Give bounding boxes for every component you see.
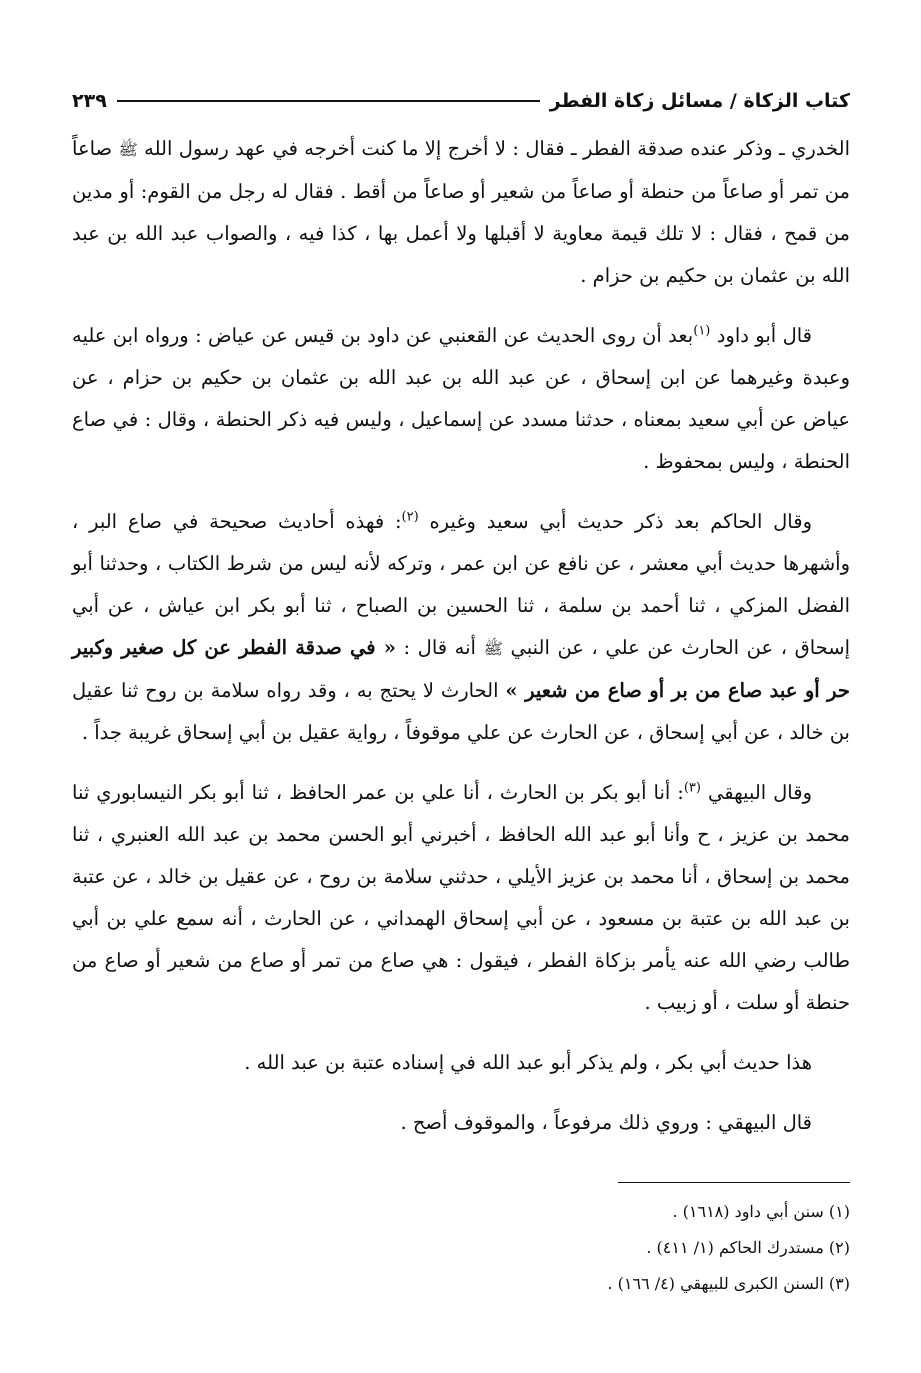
hadith-quote: « في صدقة الفطر عن كل صغير وكبير حر أو عبد صاع من بر أو صاع من شعير »: [72, 636, 850, 702]
text-run: صاعاً من تمر أو صاعاً من حنطة أو صاعاً من شعير أو صاعاً من أقط . فقال له رجل من القوم: أو مدين من قمح ، فقال : لا تلك قيمة معاوية لا أقبلها ولا أعمل بها ، كذا فيه ، والصواب عبد الله بن عبد الله بن عثمان بن حكيم بن حزام .: [72, 137, 851, 287]
paragraph-gap: [72, 754, 850, 772]
paragraph-4: [72, 772, 850, 1024]
text-run: وقال البيهقي: [707, 781, 812, 804]
text-run: وقال الحاكم بعد ذكر حديث أبي سعيد وغيره: [429, 510, 812, 533]
text-run: الحارث لا يحتج به ، وقد رواه سلامة بن روح ثنا عقيل بن خالد ، عن أبي إسحاق ، عن الحارث عن علي موقوفاً ، رواية عقيل بن أبي إسحاق غريبة جداً .: [72, 679, 850, 744]
text-run: الخدري ـ وذكر عنده صدقة الفطر ـ فقال : لا أخرج إلا ما كنت أخرجه في عهد رسول الله: [137, 137, 850, 160]
book-page: [72, 0, 850, 1373]
page-body: [72, 128, 850, 1144]
salawat-glyph: ﷺ: [483, 639, 503, 658]
footnote-ref-3: (٣): [683, 780, 701, 796]
paragraph-gap: [72, 297, 850, 315]
text-run: قال أبو داود: [716, 324, 812, 347]
paragraph-1: [72, 128, 850, 297]
paragraph-gap: [72, 1084, 850, 1102]
paragraph-gap: [72, 1024, 850, 1042]
footnote-ref-1: (١): [693, 323, 711, 339]
footnotes: [72, 1194, 850, 1302]
page-number: ٢٣٩: [72, 90, 107, 112]
paragraph-3: [72, 501, 850, 754]
paragraph-gap: [72, 483, 850, 501]
salawat-glyph: ﷺ: [118, 140, 138, 159]
text-run: أنه قال :: [395, 636, 484, 659]
footnote-1: (١) سنن أبي داود (١٦١٨) .: [672, 1202, 850, 1221]
text-run: : أنا أبو بكر بن الحارث ، أنا علي بن عمر الحافظ ، ثنا أبو بكر النيسابوري ثنا محمد بن عزيز ، ح وأنا أبو عبد الله الحافظ ، أخبرني أبو الحسن محمد بن عبد الله العنبري ، ثنا محمد بن إسحاق ، أنا محمد بن عزيز الأيلي ، حدثني سلامة بن روح ، عن عقيل بن خالد ، عن عتبة بن عبد الله بن عتبة بن مسعود ، عن أبي إسحاق الهمداني ، عن الحارث ، أنه سمع علي بن أبي طالب رضي الله عنه يأمر بزكاة الفطر ، فيقول : هي صاع من تمر أو صاع من شعير أو صاع من حنطة أو سلت ، أو زبيب .: [72, 781, 850, 1014]
footnote-3: (٣) السنن الكبرى للبيهقي (٤/ ١٦٦) .: [607, 1274, 850, 1293]
paragraph-5: هذا حديث أبي بكر ، ولم يذكر أبو عبد الله في إسناده عتبة بن عبد الله .: [244, 1051, 812, 1074]
text-run: بعد أن روى الحديث عن القعنبي عن داود بن قيس عن عياض : ورواه ابن عليه وعبدة وغيرهما عن ابن إسحاق ، عن عبد الله بن عبد الله بن عثمان بن حكيم بن حزام ، عن عياض عن أبي سعيد بمعناه ، حدثنا مسدد عن إسماعيل ، وليس فيه ذكر الحنطة ، وقال : في صاع الحنطة ، وليس بمحفوظ .: [72, 324, 850, 473]
chapter-title: كتاب الزكاة / مسائل زكاة الفطر: [549, 90, 850, 112]
paragraph-2: [72, 315, 850, 483]
running-header: [72, 84, 850, 118]
footnote-separator: [618, 1182, 850, 1183]
text-run: : فهذه أحاديث صحيحة في صاع البر ، وأشهرها حديث أبي معشر ، عن نافع عن ابن عمر ، وتركه لأنه ليس من شرط الكتاب ، وحدثنا أبو الفضل المزكي ، ثنا أحمد بن سلمة ، ثنا الحسين بن الصباح ، ثنا أبو بكر ابن عياش ، عن أبي إسحاق ، عن الحارث عن علي ، عن النبي: [72, 510, 851, 659]
footnote-ref-2: (٢): [401, 509, 419, 525]
header-rule: [117, 100, 540, 102]
paragraph-6: قال البيهقي : وروي ذلك مرفوعاً ، والموقوف أصح .: [400, 1111, 812, 1134]
footnote-2: (٢) مستدرك الحاكم (١/ ٤١١) .: [646, 1238, 850, 1257]
